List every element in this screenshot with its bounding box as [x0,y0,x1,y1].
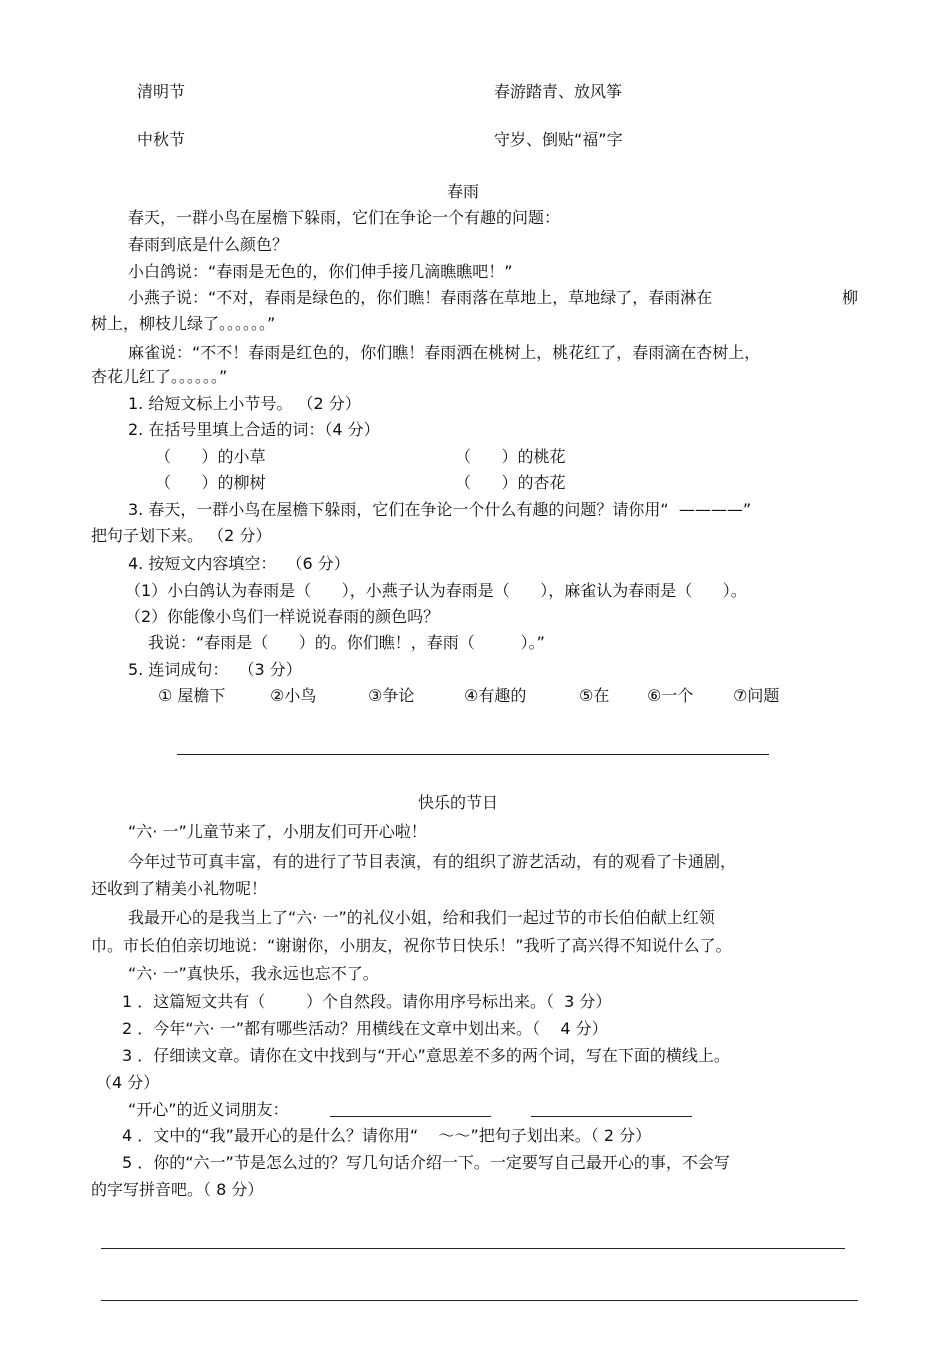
q2-blank-peach[interactable]: （ ）的桃花 [455,447,566,466]
spring-rain-q4: 4. 按短文内容填空： （6 分） [128,554,350,573]
happy-festival-p4: “六· 一”真快乐，我永远也忘不了。 [128,964,379,983]
q5-word-1: ① 屋檐下 [158,686,226,705]
q2-blank-grass[interactable]: （ ）的小草 [155,447,266,466]
q5-word-5: ⑤在 [579,686,610,705]
q2-blank-apricot[interactable]: （ ）的杏花 [455,473,566,492]
happy-festival-title: 快乐的节日 [417,793,498,812]
happy-festival-p2-line2: 还收到了精美小礼物呢！ [91,879,268,898]
spring-rain-q1: 1. 给短文标上小节号。 （2 分） [128,394,361,413]
happy-festival-q3-synonym: “开心”的近义词朋友： [128,1100,289,1119]
spring-rain-q5: 5. 连词成句： （3 分） [128,660,302,679]
happy-festival-q1[interactable]: 1 ．这篇短文共有（ ）个自然段。请你用序号标出来。（ 3 分） [122,992,612,1011]
happy-festival-q3-line1: 3 ．仔细读文章。请你在文中找到与“开心”意思差不多的两个词，写在下面的横线上。 [122,1046,730,1065]
q5-word-2: ②小鸟 [270,686,317,705]
answer-line-sentence[interactable] [177,754,769,755]
spring-rain-q2: 2. 在括号里填上合适的词：（4 分） [128,420,380,439]
spring-rain-q4-3[interactable]: 我说：“春雨是（ ）的。你们瞧！，春雨（ ）。” [148,633,545,652]
happy-festival-p1: “六· 一”儿童节来了，小朋友们可开心啦！ [128,822,427,841]
q5-word-7: ⑦问题 [733,686,780,705]
happy-festival-q2: 2 ．今年“六· 一”都有哪些活动？用横线在文章中划出来。（ 4 分） [122,1019,608,1038]
happy-festival-q3-line2: （4 分） [96,1073,160,1092]
spring-rain-p5-line1: 麻雀说：“不不！春雨是红色的，你们瞧！春雨洒在桃树上，桃花红了，春雨滴在杏树上， [128,343,761,362]
festival-midautumn: 中秋节 [137,130,186,149]
writing-line-1[interactable] [101,1248,845,1249]
q5-word-4: ④有趣的 [464,686,527,705]
spring-rain-q3-line1: 3. 春天，一群小鸟在屋檐下躲雨，它们在争论一个什么有趣的问题？请你用“ ————” [128,500,752,519]
spring-rain-q4-2: （2）你能像小鸟们一样说说春雨的颜色吗？ [125,607,440,626]
q2-blank-willow[interactable]: （ ）的柳树 [155,473,266,492]
synonym-answer-line-2[interactable] [531,1116,692,1117]
custom-spring-outing: 春游踏青、放风筝 [494,82,623,101]
spring-rain-p2: 春雨到底是什么颜色？ [128,235,289,254]
custom-new-year: 守岁、倒贴“福”字 [494,130,623,149]
q5-word-6: ⑥一个 [647,686,694,705]
happy-festival-p3-line2: 巾。市长伯伯亲切地说：“谢谢你，小朋友，祝你节日快乐！”我听了高兴得不知说什么了。 [91,936,732,955]
happy-festival-q4: 4 ．文中的“我”最开心的是什么？请你用“ ～～”把句子划出来。（ 2 分） [122,1126,652,1145]
spring-rain-p1: 春天，一群小鸟在屋檐下躲雨，它们在争论一个有趣的问题： [128,208,561,227]
happy-festival-q5-line1: 5 ．你的“六一”节是怎么过的？写几句话介绍一下。一定要写自己最开心的事，不会写 [122,1153,730,1172]
spring-rain-p4-line1-end: 柳 [842,288,859,307]
spring-rain-p4-line2: 树上，柳枝儿绿了。。。。。。” [91,314,276,333]
q5-word-3: ③争论 [368,686,415,705]
spring-rain-q3-line2: 把句子划下来。 （2 分） [91,526,272,545]
spring-rain-p4-line1: 小燕子说：“不对，春雨是绿色的，你们瞧！春雨落在草地上，草地绿了，春雨淋在 [128,288,713,307]
spring-rain-title: 春雨 [446,182,479,201]
happy-festival-q5-line2: 的字写拼音吧。（ 8 分） [91,1180,264,1199]
synonym-answer-line-1[interactable] [330,1116,491,1117]
spring-rain-p3: 小白鸽说：“春雨是无色的，你们伸手接几滴瞧瞧吧！” [128,262,513,281]
writing-line-2[interactable] [101,1300,858,1301]
festival-qingming: 清明节 [137,82,186,101]
happy-festival-p2-line1: 今年过节可真丰富，有的进行了节目表演，有的组织了游艺活动，有的观看了卡通剧， [128,852,737,871]
happy-festival-p3-line1: 我最开心的是我当上了“六· 一”的礼仪小姐，给和我们一起过节的市长伯伯献上红领 [128,908,715,927]
spring-rain-q4-1[interactable]: （1）小白鸽认为春雨是（ ），小燕子认为春雨是（ ），麻雀认为春雨是（ ）。 [125,581,747,600]
spring-rain-p5-line2: 杏花儿红了。。。。。。” [91,367,228,386]
